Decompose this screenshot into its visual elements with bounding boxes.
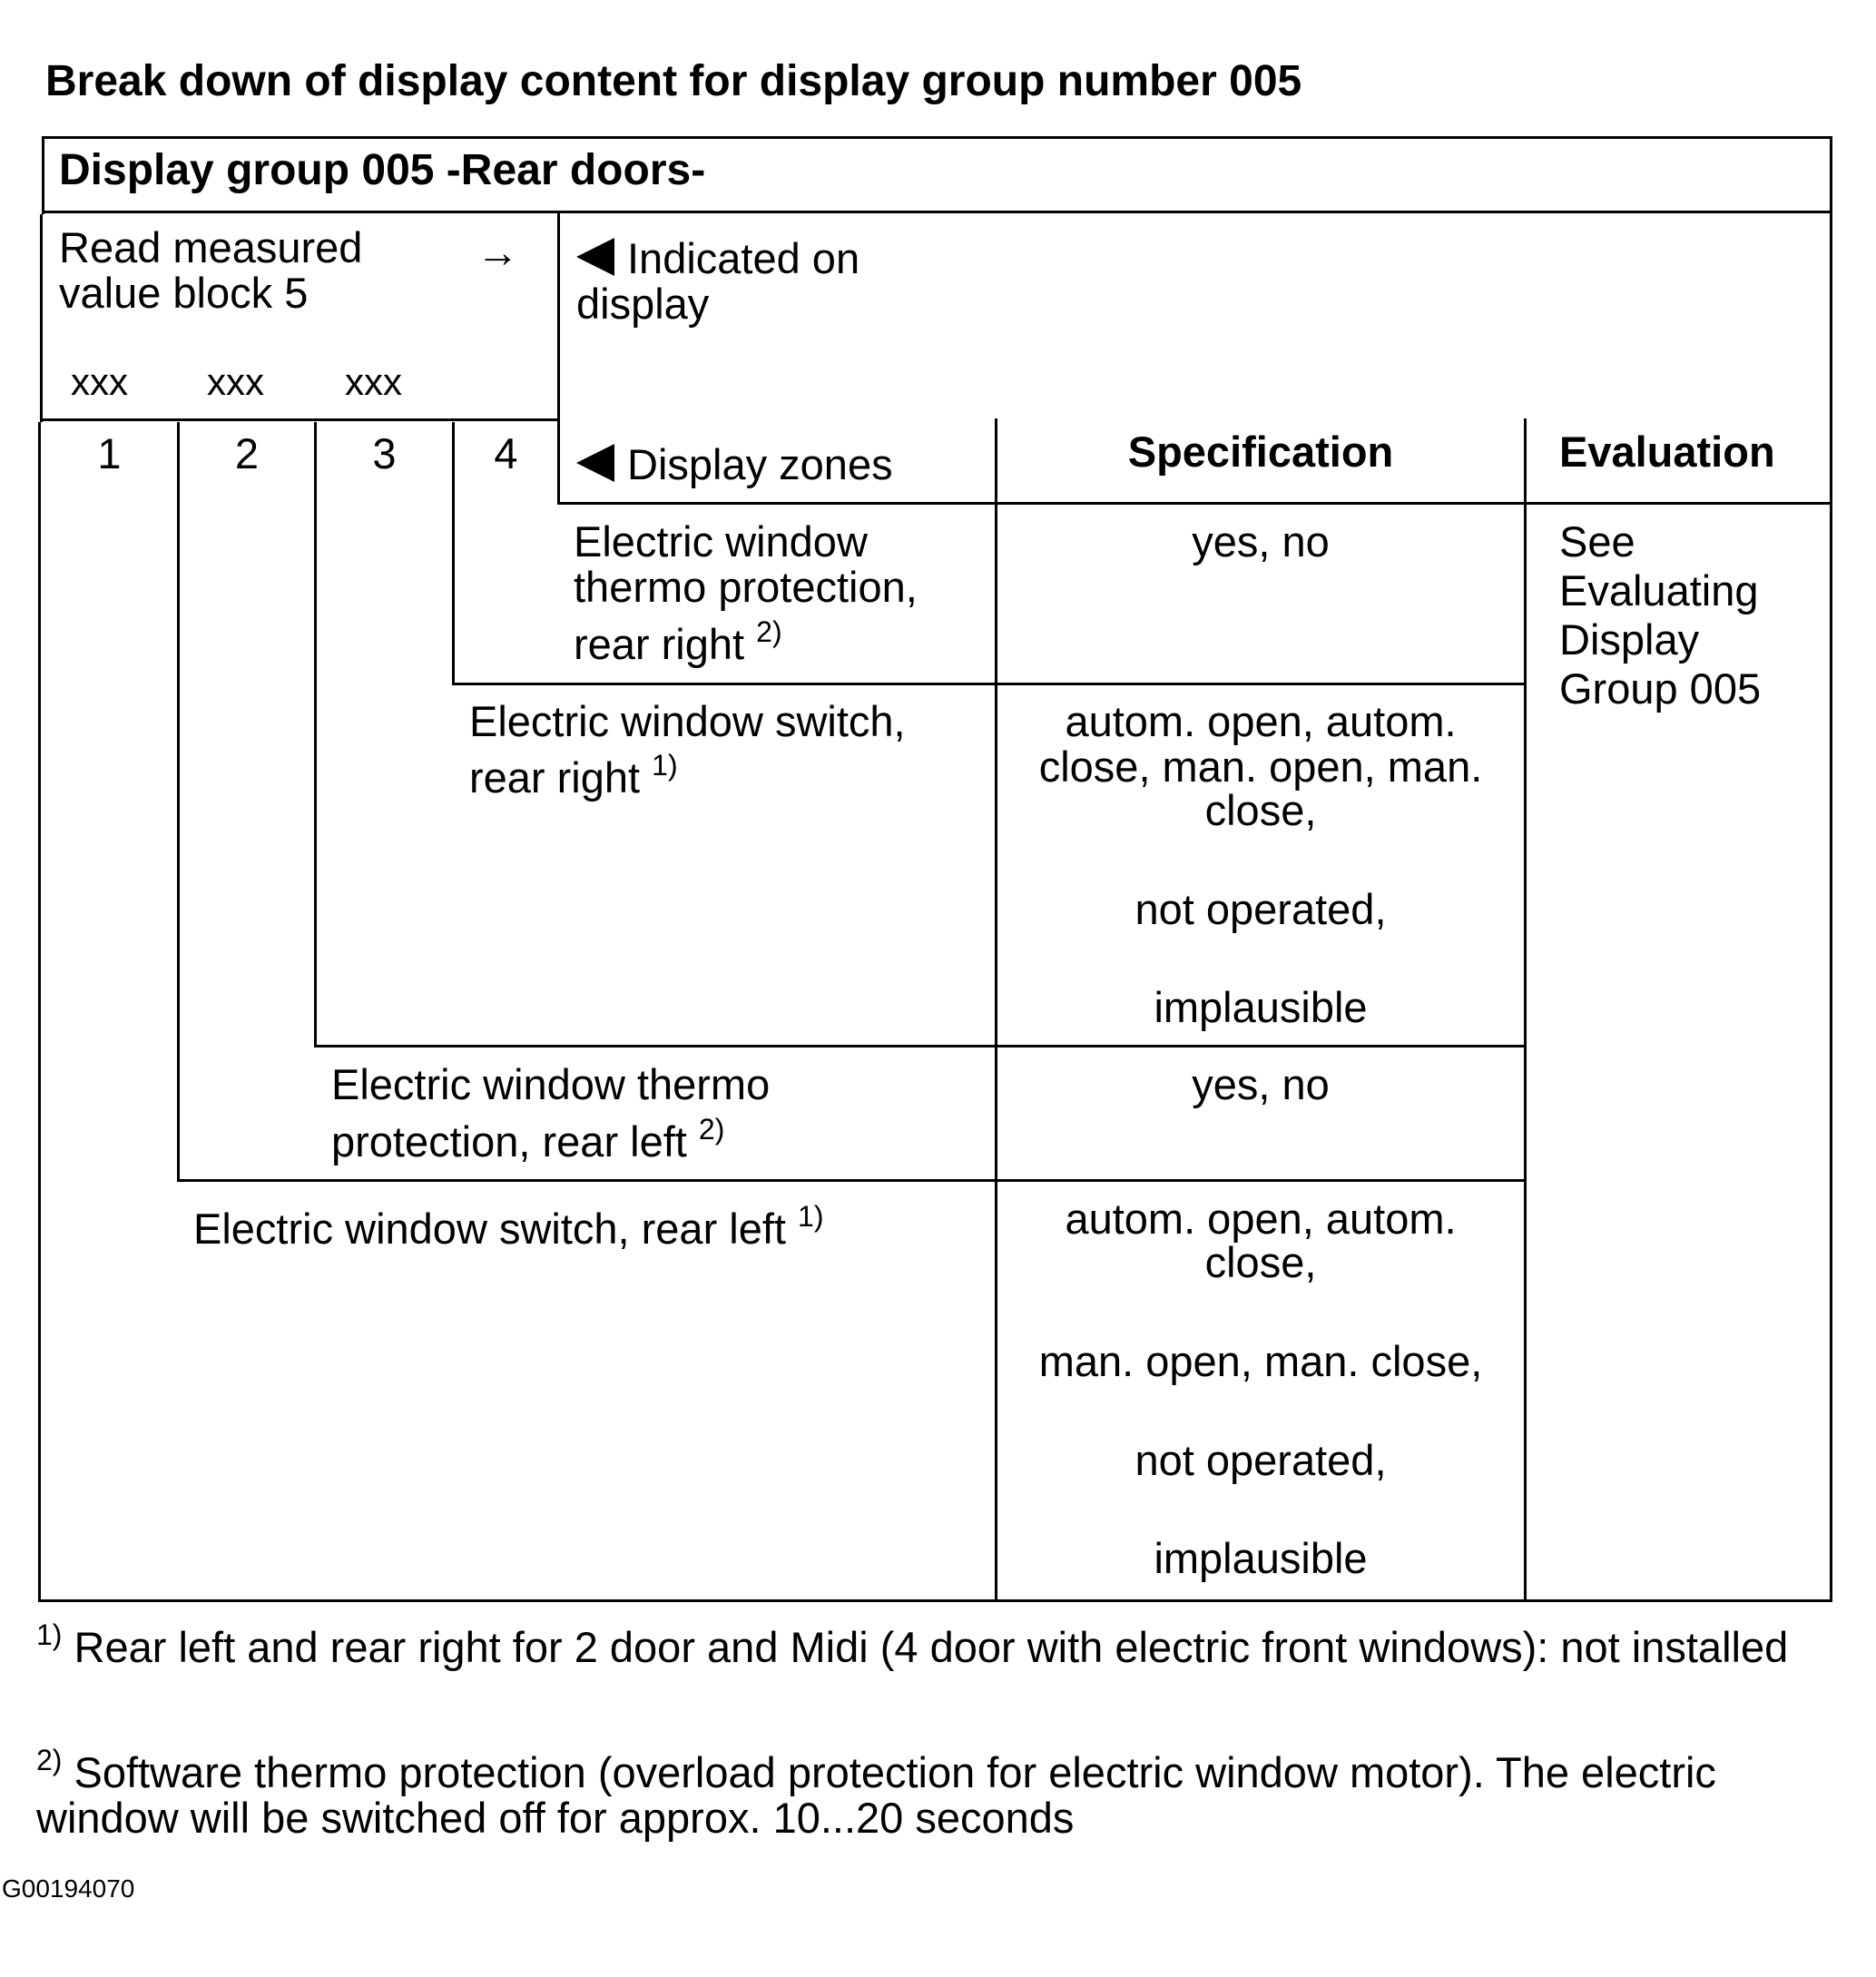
zone-1-2-divider — [177, 422, 180, 1182]
row-3-spec-line-5: implausible — [1154, 983, 1368, 1031]
row-3-spec-line-3: close, — [1204, 786, 1317, 834]
row-3-spec-line-4: not operated, — [1134, 885, 1387, 933]
indicated-line-1: Indicated on — [627, 234, 860, 282]
pointer-triangle-icon — [576, 444, 614, 482]
zone-number-3: 3 — [372, 429, 397, 477]
footnote-1-text: Rear left and rear right for 2 door and Midi (4 door with electric front windows): not installed — [74, 1623, 1789, 1671]
row-3-label-line-2: rear right $^{1)}$ — [469, 748, 678, 802]
row-4-label-line-2: thermo protection, — [574, 563, 918, 611]
footnote-2-mark: 2) — [36, 1743, 63, 1776]
footnote-1 — [36, 1618, 1815, 1671]
row-1-spec-line-2: close, — [1204, 1238, 1317, 1286]
footnote-mark: 2) — [756, 615, 782, 648]
header-evaluation: Evaluation — [1559, 428, 1775, 476]
read-block-line-2: value block 5 — [59, 269, 309, 317]
table-left-border-mid — [40, 214, 43, 422]
evaluation-line-3: Display — [1559, 615, 1700, 664]
header-bottom-border — [557, 502, 1832, 505]
row-1-spec-line-5: implausible — [1154, 1534, 1368, 1582]
row-3-spec-line-1: autom. open, autom. — [1065, 697, 1457, 745]
evaluation-line-1: See — [1559, 517, 1635, 566]
table-bottom-border — [38, 1599, 1832, 1602]
table-left-border — [38, 422, 41, 1602]
footnote-mark: 1) — [798, 1199, 824, 1233]
zone-number-1: 1 — [97, 429, 122, 477]
footnote-mark: 1) — [652, 748, 678, 782]
read-value-2: xxx — [207, 360, 264, 403]
spec-right-divider — [1524, 418, 1527, 1602]
footnote-2 — [36, 1743, 1815, 1842]
row-2-spec: yes, no — [1192, 1060, 1330, 1108]
group-title-divider — [42, 211, 1832, 213]
row-4-label-line-1: Electric window — [574, 517, 868, 566]
row-1-spec-line-4: not operated, — [1134, 1436, 1387, 1484]
row-2-label-line-2: protection, rear left $^{2)}$ — [331, 1112, 725, 1166]
indicated-on-display — [576, 236, 859, 281]
zone-number-2: 2 — [234, 429, 260, 477]
row-3-spec-line-2: close, man. open, man. — [1038, 743, 1483, 791]
pointer-triangle-icon — [576, 238, 614, 276]
row-1-label: Electric window switch, rear left $^{1)}$ — [193, 1199, 824, 1253]
footnote-2-text: Software thermo protection (overload protection for electric window motor). The electric window will be switched off for approx. 10...20 seconds — [36, 1748, 1716, 1842]
row-3-bottom-border — [314, 1045, 1527, 1048]
page-title: Break down of display content for display group number 005 — [45, 57, 1302, 105]
read-value-3: xxx — [345, 360, 402, 403]
footnote-1-mark: 1) — [36, 1618, 63, 1651]
header-specification: Specification — [1127, 428, 1394, 476]
row-4-bottom-border — [452, 683, 1527, 685]
row-2-label-line-1: Electric window thermo — [331, 1060, 771, 1108]
header-display-zones: Display zones — [576, 442, 893, 487]
row-2-bottom-border — [177, 1179, 1527, 1182]
row-4-spec: yes, no — [1192, 517, 1330, 566]
read-value-1: xxx — [71, 360, 128, 403]
zone-2-3-divider — [314, 422, 317, 1048]
row-3-label-line-1: Electric window switch, — [469, 697, 906, 745]
footnote-mark: 2) — [698, 1112, 725, 1146]
evaluation-line-4: Group 005 — [1559, 664, 1762, 713]
table-top-border — [42, 136, 1832, 139]
row-4-label-line-3: rear right $^{2)}$ — [574, 615, 782, 668]
figure-code: G00194070 — [2, 1874, 135, 1903]
indicated-line-2: display — [576, 280, 710, 328]
row-1-spec-line-3: man. open, man. close, — [1038, 1337, 1483, 1385]
table-left-border-top — [42, 136, 44, 214]
group-title: Display group 005 -Rear doors- — [59, 146, 706, 194]
read-block-right-border — [557, 211, 560, 505]
evaluation-line-2: Evaluating — [1559, 566, 1759, 615]
zone-number-4: 4 — [494, 429, 518, 477]
read-block-bottom-border — [40, 418, 560, 421]
read-block-line-1: Read measured — [59, 223, 363, 271]
table-right-border — [1830, 136, 1832, 1602]
arrow-right-icon: → — [476, 228, 519, 276]
row-1-spec-line-1: autom. open, autom. — [1065, 1195, 1457, 1243]
